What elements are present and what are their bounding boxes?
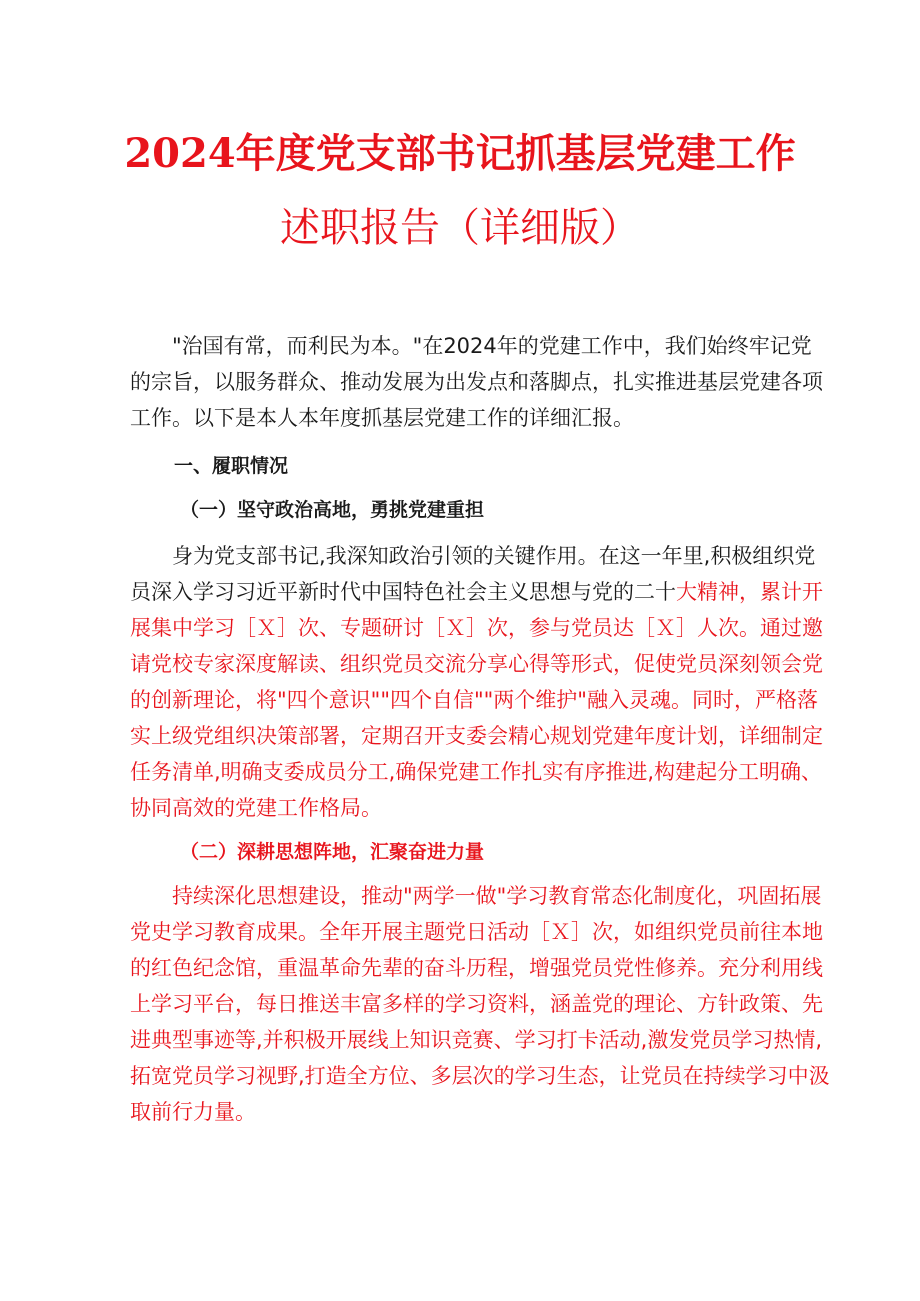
paragraph-line-red: 党史学习教育成果。全年开展主题党日活动［Ｘ］次，如组织党员前往本地 (130, 920, 823, 944)
paragraph-line-red: 任务清单,明确支委成员分工,确保党建工作扎实有序推进,构建起分工明确、 (130, 760, 823, 784)
paragraph-line-red: 持续深化思想建设，推动"两学一做"学习教育常态化制度化，巩固拓展 (172, 884, 822, 908)
intro-line: 的宗旨，以服务群众、推动发展为出发点和落脚点，扎实推进基层党建各项 (130, 370, 823, 394)
paragraph-line-red: 展集中学习［Ｘ］次、专题研讨［Ｘ］次，参与党员达［Ｘ］人次。通过邀 (130, 616, 823, 640)
paragraph-line-mixed (130, 574, 823, 610)
paragraph-line-red: 请党校专家深度解读、组织党员交流分享心得等形式，促使党员深刻领会党 (130, 652, 823, 676)
document-title-line-1: 2024年度党支部书记抓基层党建工作 (124, 130, 796, 177)
paragraph-line-red: 的创新理论，将"四个意识""四个自信""两个维护"融入灵魂。同时，严格落 (130, 688, 818, 712)
subsection-heading-political: （一）坚守政治高地，勇挑党建重担 (180, 499, 485, 521)
paragraph-political (130, 538, 823, 826)
intro-line: "治国有常，而利民为本。"在2024年的党建工作中，我们始终牢记党 (172, 334, 812, 358)
paragraph-line-red: 协同高效的党建工作格局。 (130, 796, 382, 820)
paragraph-line-red: 拓宽党员学习视野,打造全方位、多层次的学习生态，让党员在持续学习中汲 (130, 1064, 830, 1088)
paragraph-ideology (130, 878, 830, 1130)
subsection-heading-ideology: （二）深耕思想阵地，汇聚奋进力量 (180, 841, 485, 863)
document-title-line-2: 述职报告（详细版） (280, 205, 640, 251)
paragraph-line-red: 取前行力量。 (130, 1100, 256, 1124)
paragraph-line-red: 实上级党组织决策部署，定期召开支委会精心规划党建年度计划，详细制定 (130, 724, 823, 748)
paragraph-line-red: 的红色纪念馆，重温革命先辈的奋斗历程，增强党员党性修养。充分利用线 (130, 956, 823, 980)
paragraph-line: 身为党支部书记,我深知政治引领的关键作用。在这一年里,积极组织党 (172, 544, 816, 568)
paragraph-line-red: 上学习平台，每日推送丰富多样的学习资料，涵盖党的理论、方针政策、先 (130, 992, 823, 1016)
intro-line: 工作。以下是本人本年度抓基层党建工作的详细汇报。 (130, 406, 634, 430)
intro-paragraph (130, 328, 823, 436)
paragraph-line-red: 进典型事迹等,并积极开展线上知识竞赛、学习打卡活动,激发党员学习热情, (130, 1028, 823, 1052)
section-heading-duties: 一、履职情况 (174, 455, 289, 477)
paragraph-line-black-part: 员深入学习习近平新时代中国特色社会主义思想与党的二十 (130, 580, 676, 604)
paragraph-line-red-part: 大精神，累计开 (676, 580, 823, 604)
